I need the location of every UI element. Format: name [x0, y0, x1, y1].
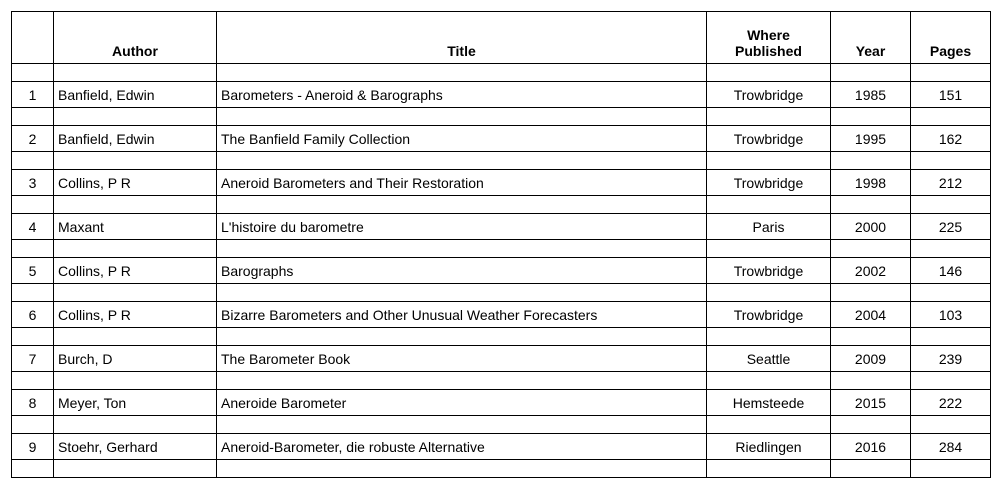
spacer-row — [12, 64, 991, 82]
author-cell: Maxant — [54, 214, 217, 240]
title-cell: The Banfield Family Collection — [217, 126, 707, 152]
table-row — [12, 346, 991, 372]
empty-cell — [911, 284, 991, 302]
header-where-published: Where Published — [707, 12, 831, 64]
title-cell: Bizarre Barometers and Other Unusual Weather Forecasters — [217, 302, 707, 328]
year-cell: 1998 — [831, 170, 911, 196]
author-cell: Banfield, Edwin — [54, 126, 217, 152]
header-row — [12, 12, 991, 64]
where-published-cell: Seattle — [707, 346, 831, 372]
empty-cell — [707, 108, 831, 126]
table-row — [12, 390, 991, 416]
empty-cell — [911, 240, 991, 258]
row-number: 9 — [12, 434, 54, 460]
empty-cell — [12, 460, 54, 478]
book-table — [11, 11, 991, 478]
empty-cell — [831, 64, 911, 82]
pages-cell: 103 — [911, 302, 991, 328]
where-published-cell: Hemsteede — [707, 390, 831, 416]
empty-cell — [54, 152, 217, 170]
empty-cell — [911, 64, 991, 82]
spacer-row — [12, 108, 991, 126]
empty-cell — [54, 240, 217, 258]
table-row — [12, 302, 991, 328]
title-cell: Aneroid Barometers and Their Restoration — [217, 170, 707, 196]
empty-cell — [12, 152, 54, 170]
header-title: Title — [217, 12, 707, 64]
pages-cell: 212 — [911, 170, 991, 196]
empty-cell — [12, 64, 54, 82]
empty-cell — [54, 284, 217, 302]
row-number: 8 — [12, 390, 54, 416]
author-cell: Banfield, Edwin — [54, 82, 217, 108]
empty-cell — [217, 328, 707, 346]
year-cell: 2009 — [831, 346, 911, 372]
empty-cell — [12, 240, 54, 258]
empty-cell — [911, 328, 991, 346]
where-published-cell: Trowbridge — [707, 126, 831, 152]
empty-cell — [217, 460, 707, 478]
header-pages: Pages — [911, 12, 991, 64]
pages-cell: 239 — [911, 346, 991, 372]
author-cell: Collins, P R — [54, 302, 217, 328]
year-cell: 2000 — [831, 214, 911, 240]
empty-cell — [831, 460, 911, 478]
title-cell: Aneroide Barometer — [217, 390, 707, 416]
where-published-cell: Trowbridge — [707, 258, 831, 284]
where-published-cell: Trowbridge — [707, 302, 831, 328]
empty-cell — [911, 416, 991, 434]
header-number — [12, 12, 54, 64]
empty-cell — [54, 416, 217, 434]
empty-cell — [911, 372, 991, 390]
empty-cell — [12, 108, 54, 126]
year-cell: 2004 — [831, 302, 911, 328]
spacer-row — [12, 372, 991, 390]
spacer-row — [12, 284, 991, 302]
pages-cell: 151 — [911, 82, 991, 108]
spacer-row — [12, 416, 991, 434]
where-published-cell: Riedlingen — [707, 434, 831, 460]
empty-cell — [831, 416, 911, 434]
table-body — [12, 64, 991, 478]
spacer-row — [12, 460, 991, 478]
empty-cell — [707, 416, 831, 434]
empty-cell — [54, 460, 217, 478]
where-published-cell: Trowbridge — [707, 170, 831, 196]
author-cell: Meyer, Ton — [54, 390, 217, 416]
empty-cell — [54, 196, 217, 214]
spacer-row — [12, 240, 991, 258]
where-published-cell: Trowbridge — [707, 82, 831, 108]
row-number: 1 — [12, 82, 54, 108]
table-row — [12, 82, 991, 108]
empty-cell — [831, 284, 911, 302]
empty-cell — [12, 328, 54, 346]
author-cell: Collins, P R — [54, 258, 217, 284]
empty-cell — [831, 108, 911, 126]
empty-cell — [217, 196, 707, 214]
title-cell: L'histoire du barometre — [217, 214, 707, 240]
title-cell: Barometers - Aneroid & Barographs — [217, 82, 707, 108]
author-cell: Stoehr, Gerhard — [54, 434, 217, 460]
author-cell: Burch, D — [54, 346, 217, 372]
empty-cell — [707, 240, 831, 258]
empty-cell — [12, 284, 54, 302]
empty-cell — [54, 328, 217, 346]
empty-cell — [707, 152, 831, 170]
row-number: 7 — [12, 346, 54, 372]
spacer-row — [12, 196, 991, 214]
spacer-row — [12, 328, 991, 346]
empty-cell — [831, 240, 911, 258]
pages-cell: 284 — [911, 434, 991, 460]
empty-cell — [831, 372, 911, 390]
year-cell: 1985 — [831, 82, 911, 108]
empty-cell — [217, 284, 707, 302]
author-cell: Collins, P R — [54, 170, 217, 196]
empty-cell — [707, 460, 831, 478]
table-row — [12, 170, 991, 196]
empty-cell — [217, 416, 707, 434]
empty-cell — [54, 108, 217, 126]
row-number: 3 — [12, 170, 54, 196]
empty-cell — [12, 372, 54, 390]
empty-cell — [12, 196, 54, 214]
year-cell: 2016 — [831, 434, 911, 460]
empty-cell — [217, 152, 707, 170]
empty-cell — [911, 196, 991, 214]
empty-cell — [707, 328, 831, 346]
pages-cell: 225 — [911, 214, 991, 240]
spacer-row — [12, 152, 991, 170]
title-cell: Barographs — [217, 258, 707, 284]
year-cell: 2002 — [831, 258, 911, 284]
empty-cell — [54, 372, 217, 390]
row-number: 2 — [12, 126, 54, 152]
pages-cell: 146 — [911, 258, 991, 284]
empty-cell — [707, 284, 831, 302]
empty-cell — [911, 460, 991, 478]
empty-cell — [12, 416, 54, 434]
empty-cell — [911, 152, 991, 170]
pages-cell: 222 — [911, 390, 991, 416]
empty-cell — [831, 196, 911, 214]
year-cell: 2015 — [831, 390, 911, 416]
empty-cell — [217, 64, 707, 82]
empty-cell — [831, 328, 911, 346]
empty-cell — [217, 240, 707, 258]
empty-cell — [707, 64, 831, 82]
table-row — [12, 214, 991, 240]
title-cell: The Barometer Book — [217, 346, 707, 372]
table-row — [12, 126, 991, 152]
empty-cell — [911, 108, 991, 126]
row-number: 5 — [12, 258, 54, 284]
year-cell: 1995 — [831, 126, 911, 152]
table-row — [12, 434, 991, 460]
row-number: 4 — [12, 214, 54, 240]
title-cell: Aneroid-Barometer, die robuste Alternative — [217, 434, 707, 460]
empty-cell — [217, 108, 707, 126]
where-published-cell: Paris — [707, 214, 831, 240]
empty-cell — [831, 152, 911, 170]
header-author: Author — [54, 12, 217, 64]
empty-cell — [217, 372, 707, 390]
pages-cell: 162 — [911, 126, 991, 152]
header-year: Year — [831, 12, 911, 64]
empty-cell — [54, 64, 217, 82]
empty-cell — [707, 372, 831, 390]
row-number: 6 — [12, 302, 54, 328]
table-row — [12, 258, 991, 284]
empty-cell — [707, 196, 831, 214]
